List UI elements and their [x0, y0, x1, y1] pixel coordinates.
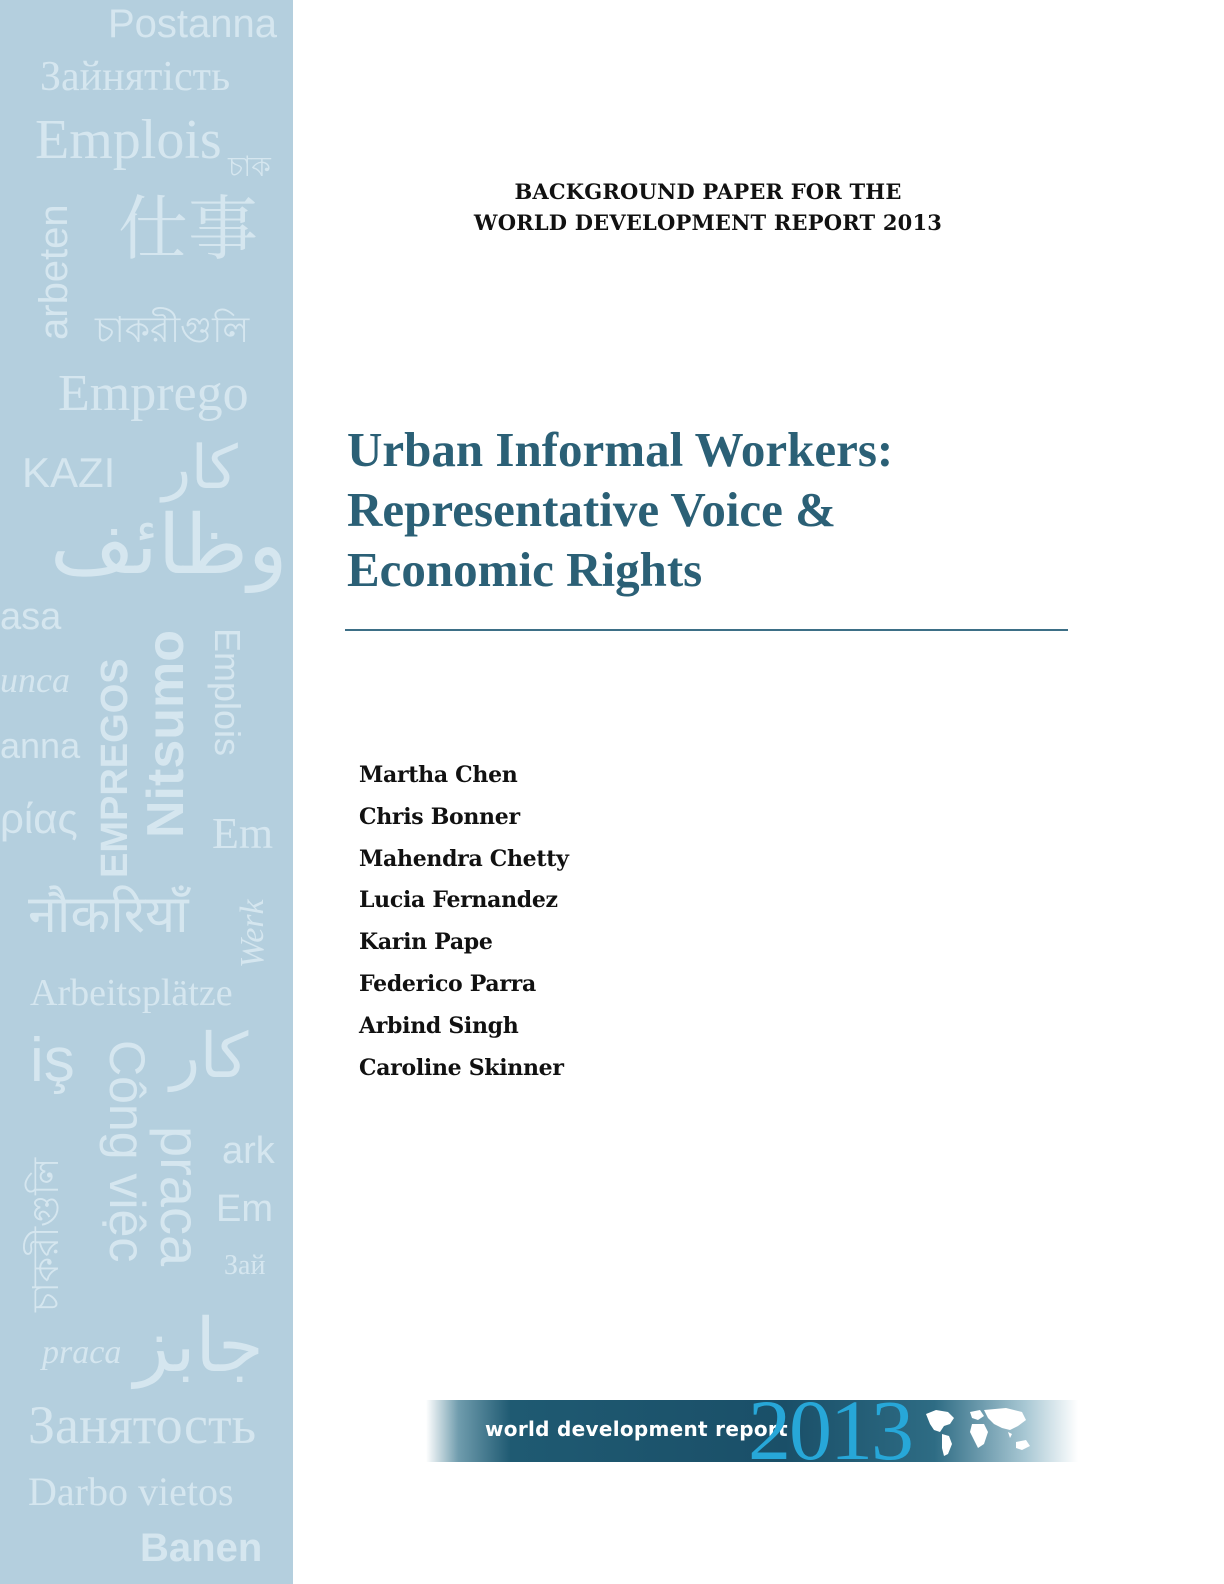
author-name: Lucia Fernandez	[359, 887, 558, 914]
sidebar-word: iş	[30, 1026, 75, 1095]
title-divider	[345, 629, 1068, 631]
sidebar-word: arbeten	[32, 204, 76, 340]
sidebar-word: Em	[216, 1188, 273, 1230]
sidebar-word: ark	[222, 1130, 275, 1172]
sidebar-word: praca	[149, 1126, 212, 1267]
sidebar-word: وظائف	[50, 500, 288, 591]
sidebar-word: Emprego	[58, 365, 249, 422]
sidebar-word: Зай	[224, 1250, 266, 1281]
author-name: Martha Chen	[359, 762, 518, 788]
sidebar-word: 仕事	[118, 192, 258, 269]
world-map-icon	[922, 1404, 1042, 1460]
multilingual-jobs-sidebar	[0, 0, 293, 1584]
sidebar-word: unca	[0, 660, 70, 700]
header-line-2: WORLD DEVELOPMENT REPORT 2013	[473, 210, 943, 235]
author-name: Mahendra Chetty	[359, 845, 569, 872]
sidebar-word: Werk	[234, 899, 271, 968]
sidebar-word: anna	[0, 725, 81, 766]
sidebar-word: চাক	[228, 152, 271, 183]
title-line-1: Urban Informal Workers:	[347, 422, 894, 477]
background-paper-header	[458, 176, 958, 238]
wdr-2013-banner	[426, 1382, 1078, 1478]
sidebar-word: جابز	[134, 1306, 264, 1388]
sidebar-word: চাকরীগুলি	[26, 1157, 66, 1312]
sidebar-word: asa	[0, 596, 62, 638]
sidebar-word: Arbeitsplätze	[30, 972, 233, 1014]
sidebar-word: Darbo vietos	[28, 1469, 234, 1514]
paper-title	[347, 420, 1087, 600]
sidebar-word: ρίας	[0, 795, 78, 842]
header-line-1: BACKGROUND PAPER FOR THE	[514, 179, 902, 204]
sidebar-word: کار	[170, 1023, 249, 1091]
sidebar-word: Em	[212, 809, 274, 858]
author-name: Arbind Singh	[359, 1012, 519, 1039]
sidebar-word: Banen	[140, 1526, 263, 1570]
author-name: Federico Parra	[359, 970, 536, 997]
title-line-2: Representative Voice &	[347, 482, 836, 537]
author-name: Karin Pape	[359, 929, 493, 956]
banner-label: world development report	[485, 1417, 788, 1441]
sidebar-word: Зайнятість	[40, 54, 231, 100]
author-name: Caroline Skinner	[359, 1054, 564, 1081]
sidebar-word: Nitsumo	[137, 630, 195, 838]
author-list	[359, 755, 569, 1089]
title-line-3: Economic Rights	[347, 542, 703, 597]
sidebar-word: Postanna	[108, 2, 278, 46]
sidebar-word: Занятость	[28, 1395, 257, 1455]
sidebar-word: praca	[42, 1334, 122, 1371]
sidebar-word: کار	[162, 435, 238, 501]
sidebar-word: नौकरियाँ	[28, 887, 189, 944]
banner-year: 2013	[748, 1382, 912, 1478]
sidebar-word: EMPREGOS	[94, 658, 136, 878]
author-name: Chris Bonner	[359, 803, 520, 830]
sidebar-word: Emplois	[35, 109, 222, 171]
sidebar-word: Công việc	[99, 1040, 155, 1263]
sidebar-word: KAZI	[22, 449, 116, 496]
sidebar-word: Emplois	[207, 628, 248, 757]
sidebar-word: চাকরীগুলি	[95, 310, 250, 350]
